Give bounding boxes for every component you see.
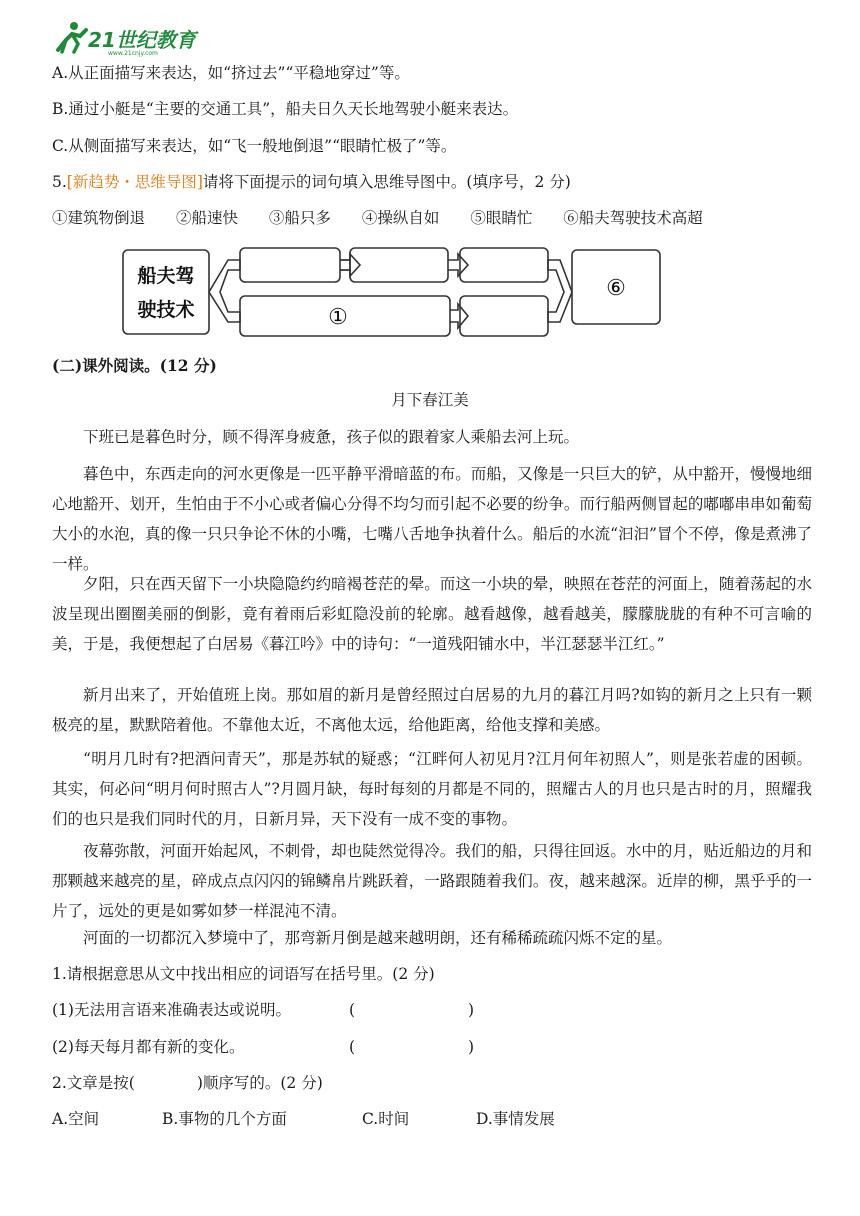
question-5-number: 5.	[52, 173, 67, 191]
question-2-option-c: C.时间	[362, 1110, 410, 1128]
mindmap-box-bottom-2	[460, 296, 548, 336]
article-paragraph-3: 夕阳，只在西天留下一小块隐隐约约暗褐苍茫的晕。而这一小块的晕，映照在苍茫的河面上，随着荡起的水波呈现出圈圈美丽的倒影，竟有着雨后彩虹隐没前的轮廓。越看越像，越看越美，朦朦胧胧的有种不可言喻的美，于是，我便想起了白居易《暮江吟》中的诗句：“一道残阳铺水中，半江瑟瑟半江红。”	[52, 575, 812, 653]
mindmap-box-top-2	[350, 248, 448, 282]
article-title: 月下春江美	[391, 391, 469, 409]
answer-paren-close-2: )	[468, 1038, 475, 1056]
article-paragraph-2: 暮色中，东西走向的河水更像是一匹平静平滑暗蓝的布。而船，又像是一只巨大的铲，从中豁开，慢慢地细心地豁开、划开，生怕由于不小心或者偏心分得不均匀而引起不必要的纷争。而行船两侧冒起的嘟嘟串串如葡萄大小的水泡，真的像一只只争论不休的小嘴，七嘴八舌地争执着什么。船后的水流“汩汩”冒个不停，像是煮沸了一样。	[52, 465, 812, 573]
option-c: C.从侧面描写来表达，如“飞一般地倒退”“眼睛忙极了”等。	[52, 137, 457, 155]
mindmap-box-top-3	[460, 248, 548, 282]
mindmap-box-filled: ①	[328, 305, 348, 330]
option-b: B.通过小艇是“主要的交通工具”，船夫日久天长地驾驶小艇来表达。	[52, 100, 519, 118]
question-5-tag: [新趋势・思维导图]	[66, 173, 203, 191]
item-6: ⑥船夫驾驶技术高超	[563, 209, 703, 227]
item-2: ②船速快	[175, 209, 238, 227]
question-5	[52, 172, 571, 192]
mindmap-result-text: ⑥	[606, 276, 626, 301]
item-3: ③船只多	[268, 209, 331, 227]
mindmap-arrow-bottom	[450, 304, 468, 328]
article-paragraph-7: 河面的一切都沉入梦境中了，那弯新月倒是越来越明朗，还有稀稀疏疏闪烁不定的星。	[83, 929, 673, 947]
mindmap-right-merge	[548, 260, 572, 322]
question-5-items	[52, 208, 703, 228]
mindmap-center-line2: 驶技术	[137, 299, 195, 321]
question-2-option-b: B.事物的几个方面	[162, 1110, 287, 1128]
question-1-2: (2)每天每月都有新的变化。	[52, 1038, 245, 1056]
question-2: 2.文章是按( )顺序写的。(2 分)	[52, 1074, 323, 1092]
question-1: 1.请根据意思从文中找出相应的词语写在括号里。(2 分)	[52, 965, 435, 983]
item-5: ⑤眼睛忙	[470, 209, 533, 227]
article-paragraph-6: 夜幕弥散，河面开始起风，不刺骨，却也陡然觉得冷。我们的船，只得往回返。水中的月，贴近船边的月和那颗越来越亮的星，碎成点点闪闪的锦鳞帛片跳跃着，一路跟随着我们。夜，越来越深。近岸的柳，黑乎乎的一片了，远处的更是如雾如梦一样混沌不清。	[52, 842, 812, 920]
mindmap-center-line1: 船夫驾	[137, 265, 195, 287]
question-2-option-d: D.事情发展	[476, 1110, 555, 1128]
question-2-option-a: A.空间	[52, 1110, 100, 1128]
item-4: ④操纵自如	[361, 209, 440, 227]
item-1: ①建筑物倒退	[52, 209, 146, 227]
logo-text: 21世纪教育	[88, 28, 196, 52]
article-paragraph-1: 下班已是暮色时分，顾不得浑身疲惫，孩子似的跟着家人乘船去河上玩。	[83, 428, 580, 446]
answer-paren-open-2: (	[349, 1038, 356, 1056]
mindmap-arrow-top-1	[340, 254, 350, 276]
option-a: A.从正面描写来表达，如“挤过去”“平稳地穿过”等。	[52, 64, 410, 82]
question-1-1: (1)无法用言语来准确表达或说明。	[52, 1001, 291, 1019]
mindmap-center-box	[123, 250, 209, 334]
mindmap-box-top-1	[240, 248, 340, 282]
site-logo	[52, 20, 196, 58]
section-heading: (二)课外阅读。(12 分)	[52, 356, 217, 375]
answer-paren-open-1: (	[349, 1001, 356, 1019]
question-5-text: 请将下面提示的词句填入思维导图中。(填序号，2 分)	[202, 173, 571, 191]
mindmap-arrow-top-2	[448, 254, 468, 276]
mind-map	[120, 246, 665, 340]
article-paragraph-4: 新月出来了，开始值班上岗。那如眉的新月是曾经照过白居易的九月的暮江月吗?如钩的新月之上只有一颗极亮的星，默默陪着他。不靠他太近，不离他太远，给他距离，给他支撑和美感。	[52, 686, 812, 734]
mindmap-left-fork	[209, 260, 240, 322]
article-paragraph-5: “明月几时有?把酒问青天”，那是苏轼的疑惑；“江畔何人初见月?江月何年初照人”，则是张若虚的困顿。其实，何必问“明月何时照古人”?月圆月缺，每时每刻的月都是不同的，照耀古人的月也只是古时的月，照耀我们的也只是我们同时代的月，日新月异，天下没有一成不变的事物。	[52, 750, 812, 828]
logo-subtext: www.21cnjy.com	[108, 50, 158, 57]
answer-paren-close-1: )	[468, 1001, 475, 1019]
